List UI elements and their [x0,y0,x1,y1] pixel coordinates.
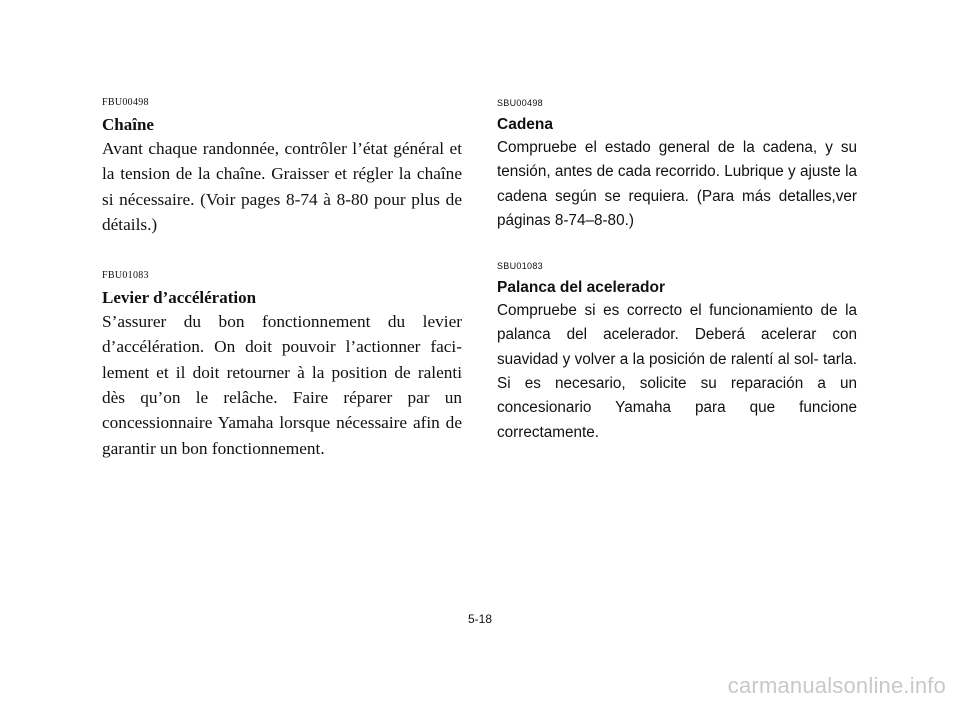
page-number: 5-18 [467,612,493,626]
section-heading-throttle: Palanca del acelerador [497,279,666,297]
watermark: carmanualsonline.info [727,673,946,698]
section-body-throttle: S’assurer du bon fonctionnement du levier d’accélération. On doit pouvoir l’actionner faci- lement et il doit retourner à la position de ralenti dès qu’on le relâche. Faire réparer par un concessionnaire Yamaha lorsque nécessaire afin de garantir un bon fonctionnement. [102,312,462,458]
section-heading-throttle: Levier d’accélération [102,288,257,308]
section-body-chain: Avant chaque randonnée, contrôler l’état général et la tension de la chaîne. Graisser et régler la chaîne si nécessaire. (Voir pages 8-74 à 8-80 pour plus de détails.) [102,139,462,234]
section-heading-chain: Cadena [497,116,553,133]
section-code: FBU00498 [102,97,149,108]
section-code: FBU01083 [102,270,149,282]
section-body-throttle: Compruebe si es correcto el funcionamiento de la palanca del acelerador. Deberá acelerar con suavidad y volver a la posición de ralentí al sol- tarla. Si es necesario, solicite su reparación a un concesionario Yamaha para que funcione correctamente. [497,302,857,441]
section-body-chain: Compruebe el estado general de la cadena, y su tensión, antes de cada recorrido. Lubrique y ajuste la cadena según se requiera. (Para más detalles,ver páginas 8-74–8-80.) [497,139,857,229]
section-heading-chain: Chaîne [102,115,154,134]
french-column [102,96,462,461]
section-code: SBU00498 [497,98,543,108]
spanish-column [497,96,857,445]
section-code: SBU01083 [497,261,543,272]
